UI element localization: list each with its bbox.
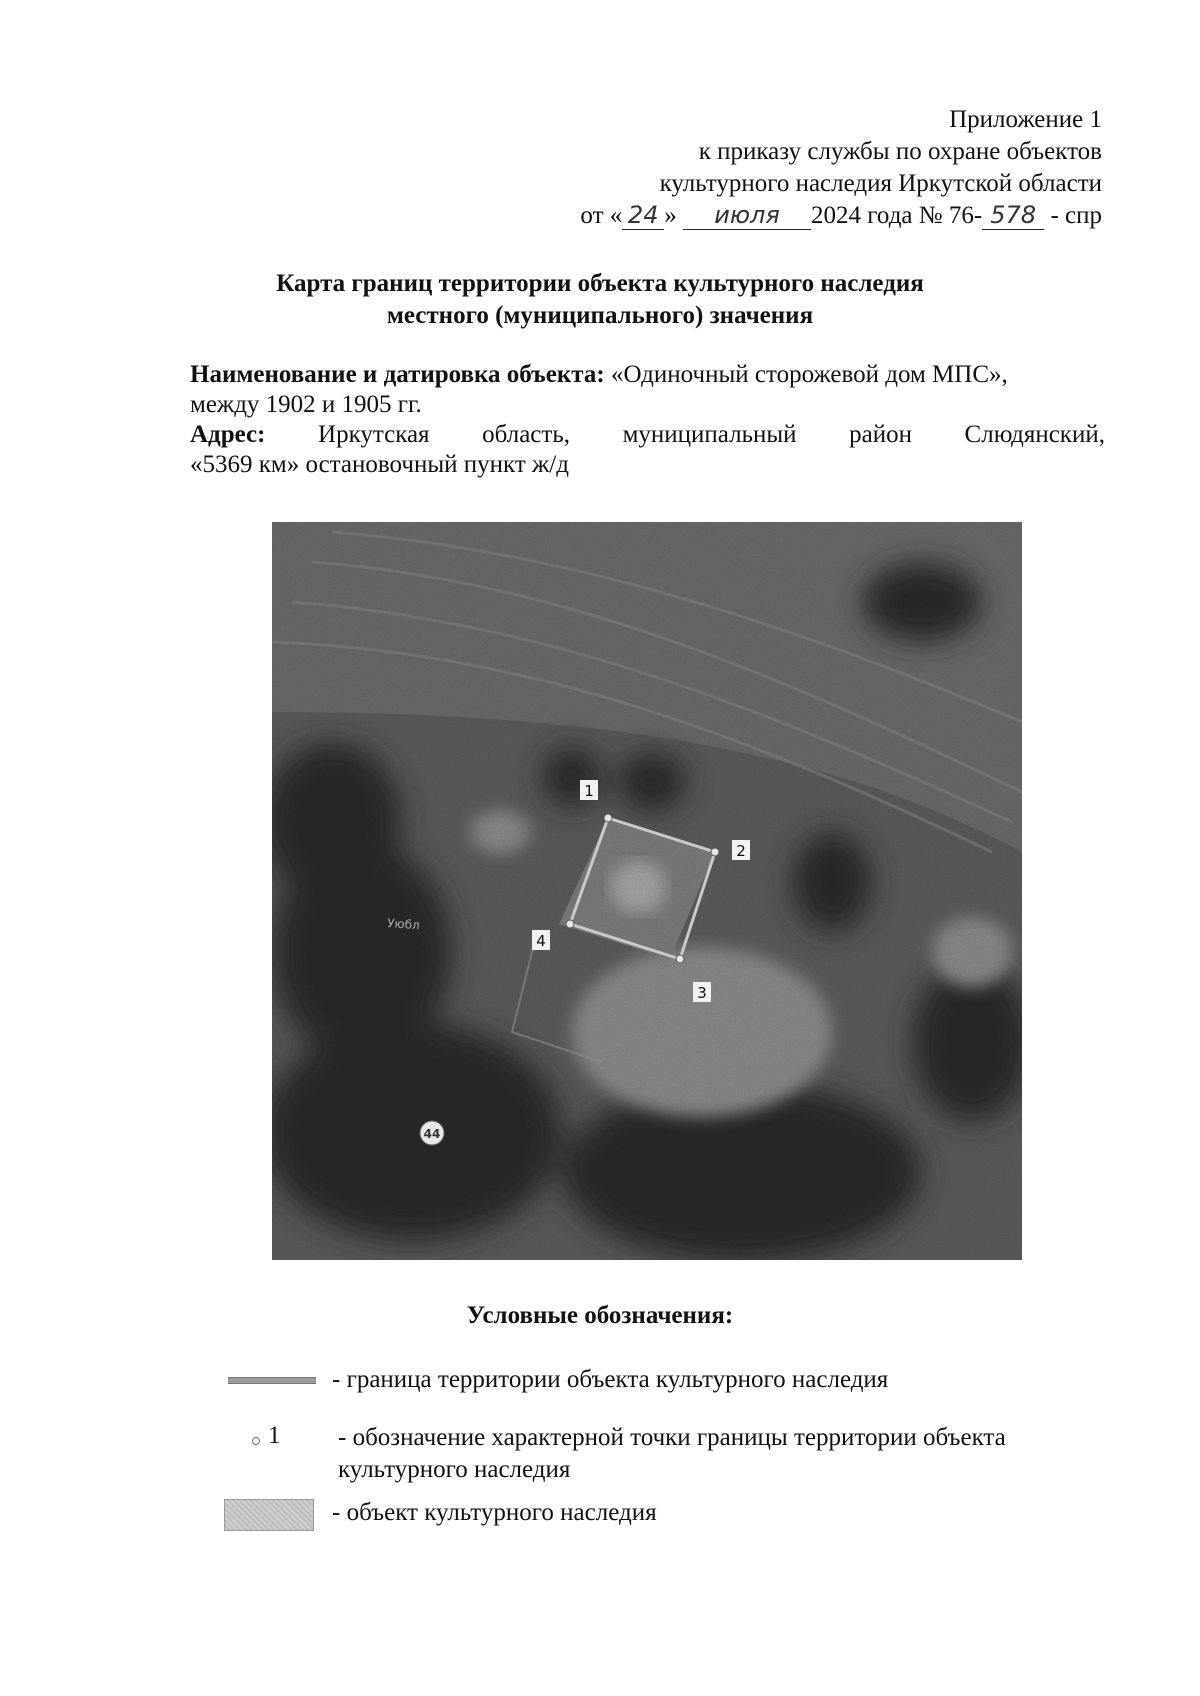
annex-line-date	[402, 200, 1102, 232]
object-name-value: «Одиночный сторожевой дом МПС»,	[610, 361, 1008, 388]
date-prefix: от «	[580, 202, 623, 229]
annex-header	[402, 104, 1102, 232]
map-image	[272, 522, 1022, 1260]
point-label-1: 1	[584, 782, 594, 800]
address-word: Иркутская	[318, 421, 430, 448]
annex-title: Приложение 1	[949, 106, 1102, 133]
handwritten-month: июля	[683, 201, 811, 230]
boundary-point-2	[711, 848, 719, 856]
title-line-1: Карта границ территории объекта культурного наследия	[276, 270, 924, 297]
street-label: Уюбл	[386, 916, 421, 933]
legend-point-swatch	[252, 1437, 260, 1445]
boundary-point-1	[604, 814, 612, 822]
point-label-3: 3	[697, 984, 707, 1002]
legend-point-line-1: - обозначение характерной точки границы территории объекта	[338, 1424, 1006, 1451]
handwritten-number: 578	[982, 201, 1044, 230]
legend-boundary-text: - граница территории объекта культурного наследия	[332, 1366, 889, 1393]
road-number-badge: 44	[423, 1127, 441, 1141]
document-title	[250, 268, 950, 332]
address-line-2: «5369 км» остановочный пункт ж/д	[190, 451, 569, 478]
legend-point-text	[338, 1422, 1118, 1486]
date-suffix: - спр	[1044, 202, 1102, 229]
satellite-map	[272, 522, 1022, 1260]
address-line	[190, 420, 1105, 450]
address-word: область,	[482, 421, 570, 448]
address-word: Слюдянский,	[964, 421, 1105, 448]
annex-line-region: культурного наследия Иркутской области	[659, 170, 1102, 197]
legend-boundary-swatch	[228, 1377, 316, 1384]
handwritten-day: 24	[622, 201, 664, 230]
legend-point-line-2: культурного наследия	[338, 1456, 571, 1483]
point-label-2: 2	[736, 842, 746, 860]
legend-object-swatch	[224, 1499, 314, 1531]
object-info	[190, 360, 1105, 480]
title-line-2: местного (муниципального) значения	[386, 302, 814, 329]
date-year: 2024 года № 76-	[811, 202, 983, 229]
object-dating: между 1902 и 1905 гг.	[190, 391, 422, 418]
boundary-point-4	[566, 920, 574, 928]
point-label-4: 4	[536, 932, 546, 950]
annex-line-order: к приказу службы по охране объектов	[698, 138, 1102, 165]
boundary-point-3	[676, 955, 684, 963]
date-mid: »	[664, 202, 677, 229]
legend-object-text: - объект культурного наследия	[332, 1499, 657, 1526]
legend-point-number: 1	[268, 1422, 281, 1449]
object-name-line	[190, 360, 1105, 390]
address-word: муниципальный	[622, 421, 797, 448]
legend-title: Условные обозначения:	[466, 1302, 734, 1329]
address-label: Адрес:	[190, 421, 266, 448]
object-name-label: Наименование и датировка объекта:	[190, 361, 605, 388]
address-word: район	[849, 421, 912, 448]
